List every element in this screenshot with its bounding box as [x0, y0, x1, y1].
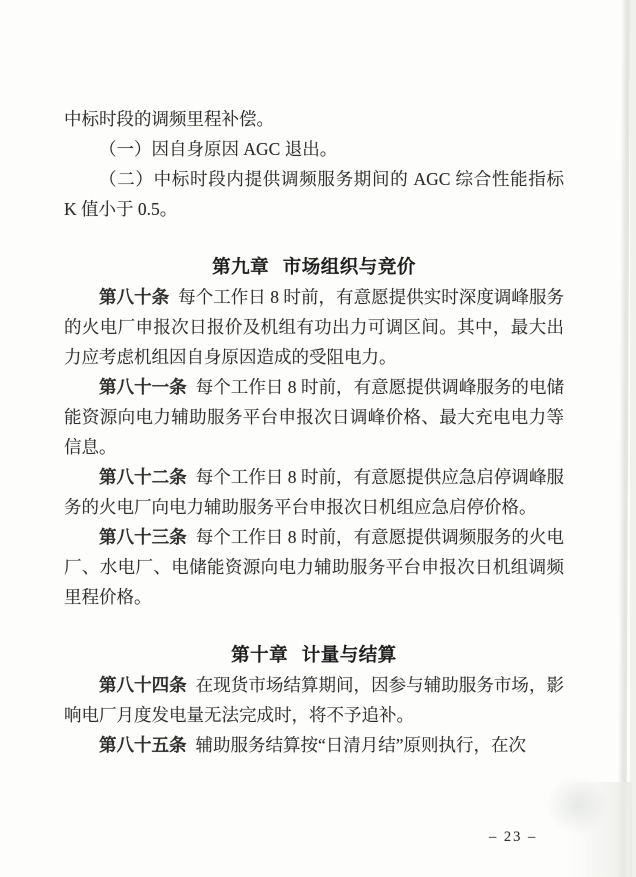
article-83-paragraph	[64, 522, 564, 612]
article-85-text: 辅助服务结算按“日清月结”原则执行，在次	[195, 735, 527, 755]
document-content	[64, 104, 564, 760]
article-81-paragraph	[64, 372, 564, 462]
article-80-text: 每个工作日 8 时前，有意愿提供实时深度调峰服务的火电厂申报次日报价及机组有功出力可调区间。其中，最大出力应考虑机组因自身原因造成的受阻电力。	[64, 287, 565, 367]
article-80-paragraph	[64, 282, 564, 372]
article-83-number: 第八十三条	[99, 527, 187, 547]
paragraph-continuation: 中标时段的调频里程补偿。	[64, 109, 274, 129]
article-81-number: 第八十一条	[99, 377, 187, 397]
article-82-text: 每个工作日 8 时前，有意愿提供应急启停调峰服务的火电厂向电力辅助服务平台申报次日机组应急启停价格。	[64, 467, 565, 517]
scan-edge-outer-strip	[630, 0, 636, 877]
scan-edge-shadow	[617, 0, 630, 877]
page-number: – 23 –	[489, 829, 538, 845]
chapter-10-heading: 第十章 计量与结算	[231, 644, 397, 665]
scan-smudge	[546, 775, 608, 835]
list-item-1: （一）因自身原因 AGC 退出。	[99, 139, 338, 159]
list-item-2: （二）中标时段内提供调频服务期间的 AGC 综合性能指标 K 值小于 0.5。	[64, 169, 564, 219]
article-82-paragraph	[64, 462, 564, 522]
article-84-paragraph	[64, 670, 564, 730]
chapter-9-heading: 第九章 市场组织与竞价	[212, 256, 416, 277]
article-84-text: 在现货市场结算期间，因参与辅助服务市场，影响电厂月度发电量无法完成时，将不予追补。	[64, 675, 565, 725]
article-85-number: 第八十五条	[99, 735, 187, 755]
article-80-number: 第八十条	[99, 287, 170, 307]
article-81-text: 每个工作日 8 时前，有意愿提供调峰服务的电储能资源向电力辅助服务平台申报次日调峰价格、最大充电电力等信息。	[64, 377, 565, 457]
article-85-paragraph	[64, 730, 564, 760]
article-83-text: 每个工作日 8 时前，有意愿提供调频服务的火电厂、水电厂、电储能资源向电力辅助服务平台申报次日机组调频里程价格。	[64, 527, 565, 607]
article-82-number: 第八十二条	[99, 467, 187, 487]
article-84-number: 第八十四条	[99, 675, 187, 695]
